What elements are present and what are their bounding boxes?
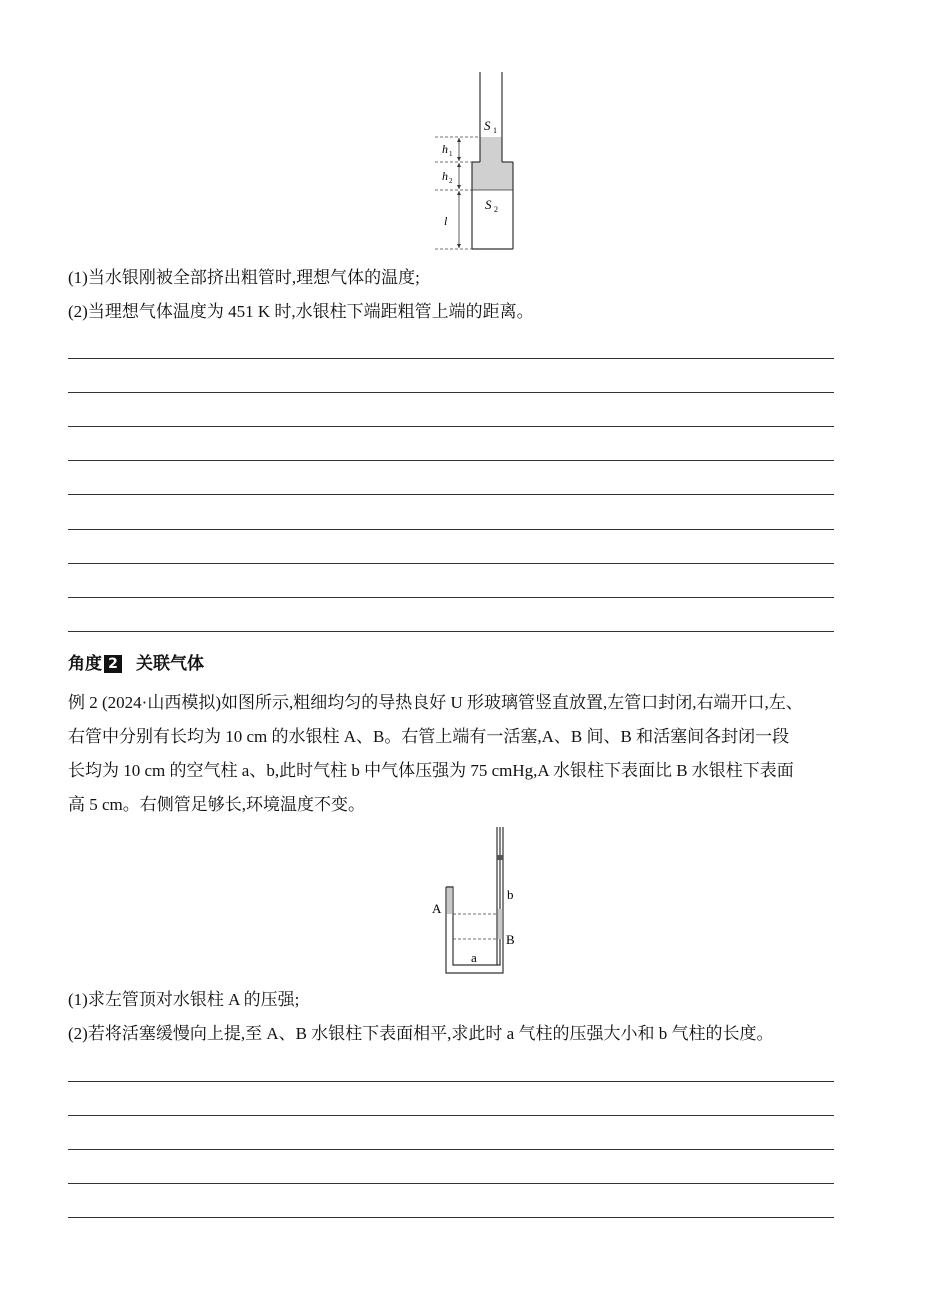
label-h1-sub: 1 — [449, 150, 453, 158]
question-2-part-1: (1)求左管顶对水银柱 A 的压强; — [68, 990, 300, 1009]
example-line-4: 高 5 cm。右侧管足够长,环境温度不变。 — [68, 795, 366, 814]
label-b-gas: b — [507, 887, 514, 902]
answer-line — [68, 392, 834, 393]
answer-line — [68, 1081, 834, 1082]
example-paragraph — [68, 686, 888, 822]
answer-line — [68, 1217, 834, 1218]
answer-line — [68, 1183, 834, 1184]
question-1-part-2: (2)当理想气体温度为 451 K 时,水银柱下端距粗管上端的距离。 — [68, 302, 534, 321]
answer-line — [68, 1115, 834, 1116]
label-s2: S — [485, 197, 492, 212]
question-2-part-2: (2)若将活塞缓慢向上提,至 A、B 水银柱下表面相平,求此时 a 气柱的压强大小和 b 气柱的长度。 — [68, 1024, 774, 1043]
label-s2-sub: 2 — [494, 205, 498, 214]
answer-line — [68, 631, 834, 632]
answer-line — [68, 494, 834, 495]
answer-line — [68, 563, 834, 564]
answer-line — [68, 529, 834, 530]
example-line-3: 长均为 10 cm 的空气柱 a、b,此时气柱 b 中气体压强为 75 cmHg,A 水银柱下表面比 B 水银柱下表面 — [68, 761, 794, 780]
label-b-mercury: B — [506, 932, 515, 947]
tube-diagram — [430, 70, 530, 255]
section-prefix: 角度 — [68, 654, 102, 674]
section-number-badge: 2 — [104, 655, 122, 673]
label-s1: S — [484, 118, 491, 133]
answer-line — [68, 426, 834, 427]
label-l: l — [444, 214, 448, 228]
label-a-mercury: A — [432, 901, 442, 916]
example-line-1: 例 2 (2024·山西模拟)如图所示,粗细均匀的导热良好 U 形玻璃管竖直放置,左管口封闭,右端开口,左、 — [68, 693, 803, 712]
answer-line — [68, 358, 834, 359]
label-s1-sub: 1 — [493, 126, 497, 135]
section-heading — [68, 652, 204, 676]
label-h2: h — [442, 169, 448, 183]
label-a-gas: a — [471, 950, 477, 965]
example-line-2: 右管中分别有长均为 10 cm 的水银柱 A、B。右管上端有一活塞,A、B 间、B 和活塞间各封闭一段 — [68, 727, 790, 746]
label-h2-sub: 2 — [449, 177, 453, 185]
answer-line — [68, 460, 834, 461]
question-1-part-1: (1)当水银刚被全部挤出粗管时,理想气体的温度; — [68, 268, 420, 287]
section-title: 关联气体 — [136, 654, 204, 674]
answer-line — [68, 597, 834, 598]
answer-line — [68, 1149, 834, 1150]
label-h1: h — [442, 142, 448, 156]
u-tube-diagram — [425, 825, 525, 977]
